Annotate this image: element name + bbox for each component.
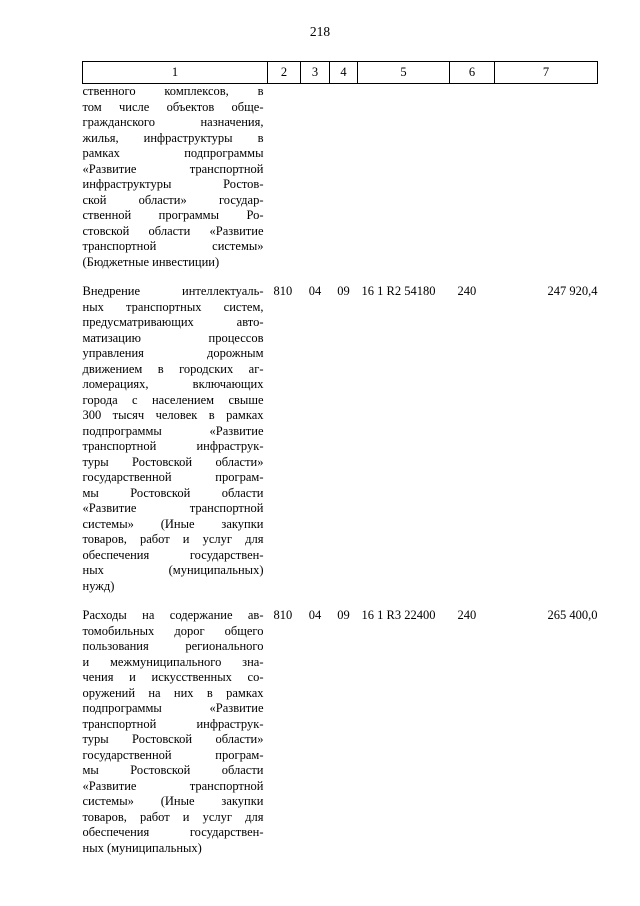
spacer-cell xyxy=(268,594,301,608)
description-line: туры Ростовской области» xyxy=(82,732,264,746)
target-article-code xyxy=(358,84,450,271)
description-line: ской области» государ- xyxy=(82,192,264,207)
description-line: жилья, инфраструктуры в xyxy=(82,130,264,145)
column-header: 5 xyxy=(358,62,450,84)
description-line: томобильных дорог общего xyxy=(82,623,264,638)
subsection-code: 09 xyxy=(337,284,350,298)
description-line: транспортной системы» xyxy=(82,239,264,253)
description-line: туры Ростовской области» xyxy=(82,454,264,469)
description-line: ломерациях, включающих xyxy=(82,377,264,391)
section-code: 810 xyxy=(273,284,293,298)
description-line: мы Ростовской области xyxy=(82,485,264,500)
description-line: транспортной инфраструк- xyxy=(82,439,264,453)
description-line: ных транспортных систем, xyxy=(82,299,264,314)
spacer-cell xyxy=(495,270,598,284)
description-line: системы» (Иные закупки xyxy=(82,794,264,808)
budget-table xyxy=(82,61,598,856)
description-line: товаров, работ и услуг для xyxy=(82,809,264,824)
description-line: «Развитие транспортной xyxy=(82,501,264,515)
spacer-cell xyxy=(495,594,598,608)
expense-type-code xyxy=(450,84,495,271)
chapter-code xyxy=(301,84,330,271)
description-line: подпрограммы «Развитие xyxy=(82,701,264,715)
spacer-cell xyxy=(358,270,450,284)
page-number: 218 xyxy=(309,24,331,39)
expense-type-code: 240 xyxy=(457,608,477,622)
description-line: движением в городских аг- xyxy=(82,361,264,376)
description-line: «Развитие транспортной xyxy=(82,161,264,176)
row-description xyxy=(83,84,268,271)
description-line: ных (муниципальных) xyxy=(82,840,202,855)
description-line: рамках подпрограммы xyxy=(82,146,264,160)
description-line: стовской области «Развитие xyxy=(82,223,264,238)
spacer-cell xyxy=(83,594,268,608)
table-header-row xyxy=(83,62,598,84)
amount-value: 265 400,0 xyxy=(547,608,598,622)
column-header: 7 xyxy=(495,62,598,84)
section-code xyxy=(268,84,301,271)
description-line: гражданского назначения, xyxy=(82,115,264,129)
description-line: (Бюджетные инвестиции) xyxy=(82,254,220,269)
column-header: 1 xyxy=(83,62,268,84)
column-header: 4 xyxy=(330,62,358,84)
subsection-code xyxy=(330,84,358,271)
amount-value xyxy=(495,84,598,271)
row-spacer xyxy=(83,594,598,608)
spacer-cell xyxy=(301,270,330,284)
description-line: пользования регионального xyxy=(82,639,264,653)
spacer-cell xyxy=(450,594,495,608)
expense-type-code: 240 xyxy=(457,284,477,298)
chapter-code: 04 xyxy=(308,284,322,298)
description-line: Расходы на содержание ав- xyxy=(82,608,264,622)
description-line: 300 тысяч человек в рамках xyxy=(82,408,264,422)
subsection-code: 09 xyxy=(337,608,350,622)
description-line: Внедрение интеллектуаль- xyxy=(82,284,264,298)
table-row xyxy=(83,84,598,271)
column-header: 3 xyxy=(301,62,330,84)
row-description xyxy=(83,608,268,856)
description-line: государственной програм- xyxy=(82,747,264,762)
amount-value: 247 920,4 xyxy=(547,284,598,298)
description-line: ственного комплексов, в xyxy=(82,84,264,98)
description-line: мы Ростовской области xyxy=(82,763,264,777)
section-code: 810 xyxy=(273,608,293,622)
description-line: и межмуниципального зна- xyxy=(82,654,264,669)
row-description xyxy=(83,284,268,594)
spacer-cell xyxy=(301,594,330,608)
description-line: ных (муниципальных) xyxy=(82,563,264,577)
description-line: матизацию процессов xyxy=(82,330,264,345)
target-article-code: 16 1 R3 22400 xyxy=(361,608,436,622)
description-line: обеспечения государствен- xyxy=(82,547,264,562)
spacer-cell xyxy=(268,270,301,284)
row-spacer xyxy=(83,270,598,284)
spacer-cell xyxy=(83,270,268,284)
target-article-code: 16 1 R2 54180 xyxy=(361,284,436,298)
description-line: транспортной инфраструк- xyxy=(82,716,264,731)
spacer-cell xyxy=(330,270,358,284)
description-line: нужд) xyxy=(82,578,115,593)
spacer-cell xyxy=(450,270,495,284)
description-line: города с населением свыше xyxy=(82,392,264,407)
description-line: подпрограммы «Развитие xyxy=(82,423,264,438)
description-line: том числе объектов обще- xyxy=(82,99,264,114)
description-line: управления дорожным xyxy=(82,346,264,360)
column-header: 2 xyxy=(268,62,301,84)
description-line: государственной програм- xyxy=(82,470,264,484)
table-row xyxy=(83,284,598,594)
description-line: системы» (Иные закупки xyxy=(82,516,264,531)
chapter-code: 04 xyxy=(308,608,322,622)
spacer-cell xyxy=(330,594,358,608)
description-line: чения и искусственных со- xyxy=(82,670,264,684)
spacer-cell xyxy=(358,594,450,608)
column-header: 6 xyxy=(450,62,495,84)
description-line: обеспечения государствен- xyxy=(82,825,264,839)
description-line: товаров, работ и услуг для xyxy=(82,532,264,546)
description-line: оружений на них в рамках xyxy=(82,685,264,700)
description-line: инфраструктуры Ростов- xyxy=(82,177,264,191)
table-row xyxy=(83,608,598,856)
description-line: ственной программы Ро- xyxy=(82,208,264,222)
description-line: «Развитие транспортной xyxy=(82,778,264,793)
description-line: предусматривающих авто- xyxy=(82,315,264,329)
